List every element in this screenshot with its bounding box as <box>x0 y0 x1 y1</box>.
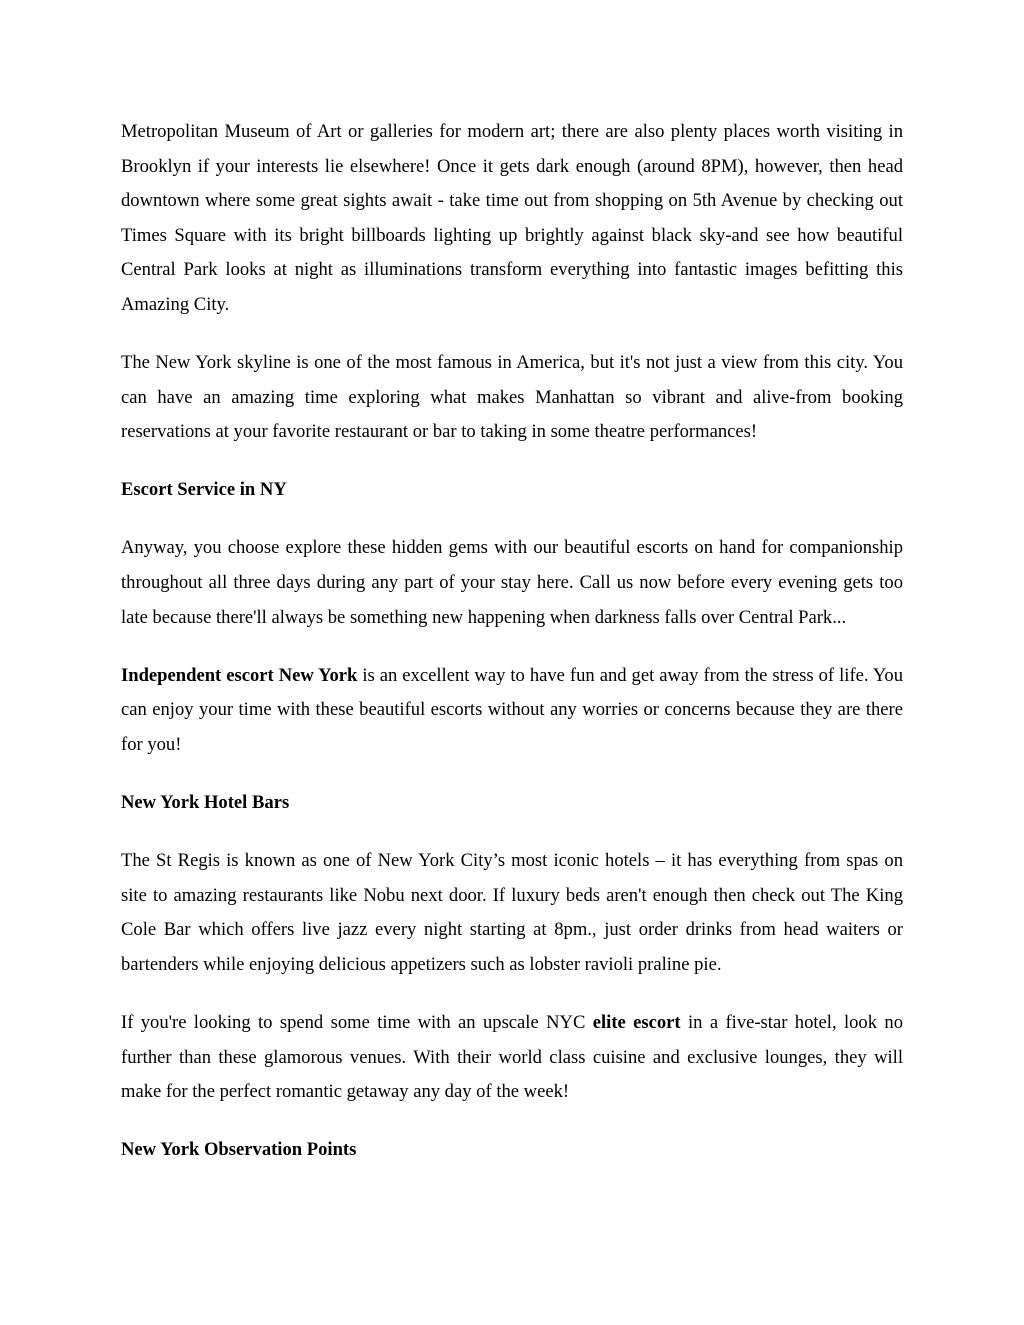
heading-observation-points: New York Observation Points <box>121 1139 357 1161</box>
paragraph-museums: Metropolitan Museum of Art or galleries for modern art; there are also plenty places worth visiting in Brooklyn if your interests lie elsewhere! Once it gets dark enough (around 8PM), however, then head downtown where some great sights await - take time out from shopping on 5th Avenue by checking out Times Square with its bright billboards lighting up brightly against black sky-and see how beautiful Central Park looks at night as illuminations transform everything into fantastic images befitting this Amazing City. <box>121 121 903 315</box>
paragraph-elite-escort <box>121 1006 903 1110</box>
paragraph-independent-escort <box>121 659 903 763</box>
elite-escort-lead: If you're looking to spend some time with an upscale NYC <box>121 1011 593 1033</box>
elite-escort-bold: elite escort <box>592 1011 681 1033</box>
independent-escort-bold: Independent escort New York <box>121 664 358 686</box>
heading-hotel-bars: New York Hotel Bars <box>121 792 290 813</box>
heading-escort-service: Escort Service in NY <box>121 479 287 501</box>
document-page <box>121 115 903 1191</box>
elite-escort-text: in a five-star hotel, look no further than these glamorous venues. With their world class cuisine and exclusive lounges, they will make for the perfect romantic getaway any day of the week! <box>121 1011 903 1103</box>
independent-escort-text: is an excellent way to have fun and get away from the stress of life. You can enjoy your time with these beautiful escorts without any worries or concerns because they are there for you! <box>121 664 903 755</box>
paragraph-skyline: The New York skyline is one of the most famous in America, but it's not just a view from this city. You can have an amazing time exploring what makes Manhattan so vibrant and alive-from booking reservations at your favorite restaurant or bar to taking in some theatre performances! <box>121 352 903 443</box>
paragraph-hidden-gems: Anyway, you choose explore these hidden gems with our beautiful escorts on hand for companionship throughout all three days during any part of your stay here. Call us now before every evening gets too late because there'll always be something new happening when darkness falls over Central Park... <box>121 537 903 628</box>
paragraph-st-regis: The St Regis is known as one of New York City’s most iconic hotels – it has everything from spas on site to amazing restaurants like Nobu next door. If luxury beds aren't enough then check out The King Cole Bar which offers live jazz every night starting at 8pm., just order drinks from head waiters or bartenders while enjoying delicious appetizers such as lobster ravioli praline pie. <box>121 850 903 975</box>
